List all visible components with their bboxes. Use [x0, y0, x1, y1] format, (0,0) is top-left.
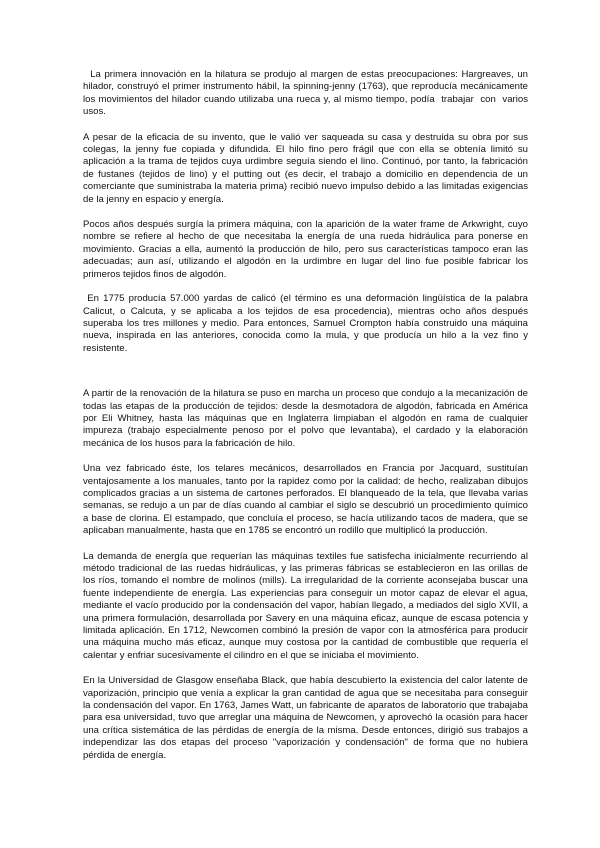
paragraph-calico-mule: En 1775 producía 57.000 yardas de calicó (el término es una deformación lingüística de la palabra Calicut, o Calcuta, y se aplicaba a los tejidos de esa procedencia), mientras ocho años después superaba los tres millones y medio. Para entonces, Samuel Crompton había construido una máquina nueva, inspirada en las anteriores, conocida como la mula, y que producía un hilo a la vez fino y resistente. — [83, 293, 531, 354]
paragraph-spinning-jenny: La primera innovación en la hilatura se produjo al margen de estas preocupaciones: Hargreaves, un hilador, construyó el primer instrumento hábil, la spinning-jenny (1763), que reproducía mecánicamente los movimientos del hilador cuando utilizaba una rueca y, al mismo tiempo, podía trabajar con varios usos. — [83, 69, 531, 118]
paragraph-water-frame: Pocos años después surgía la primera máquina, con la aparición de la water frame de Arkwright, cuyo nombre se refiere al hecho de que necesitaba la energía de una rueda hidráulica para ponerse en movimiento. Gracias a ella, aumentó la producción de hilo, pero sus características tampoco eran las adecuadas; aun así, utilizando el algodón en la urdimbre en lugar del lino fue posible fabricar los primeros tejidos finos de algodón. — [83, 219, 528, 280]
paragraph-mechanization: A partir de la renovación de la hilatura se puso en marcha un proceso que condujo a la mecanización de todas las etapas de la producción de tejidos: desde la desmotadora de algodón, fabricada en América por Eli Whitney, hasta las máquinas que en Inglaterra limpiaban el algodón en rama de cualquier impureza (trabajo especialmente penoso por el polvo que levantaba), el cardado y la elaboración mecánica de los husos para la fabricación de hilo. — [83, 388, 528, 449]
paragraph-energy: La demanda de energía que requerían las máquinas textiles fue satisfecha inicialmente recurriendo al método tradicional de las ruedas hidráulicas, y las primeras fábricas se establecieron en las orillas de los ríos, tomando el nombre de molinos (mills). La irregularidad de la corriente aconsejaba buscar una fuente independiente de energía. Las experiencias para conseguir un motor capaz de elevar el agua, mediante el vacío producido por la condensación del vapor, habían llegado, a mediados del siglo XVII, a una primera formulación, desarrollada por Savery en una máquina eficaz, aunque de escasa potencia y limitada aplicación. En 1712, Newcomen combinó la presión de vapor con la atmosférica para producir una máquina mucho más eficaz, aunque muy costosa por la cantidad de combustible que requería el calentar y enfriar sucesivamente el cilindro en el que se iniciaba el movimiento. — [83, 550, 528, 661]
paragraph-looms: Una vez fabricado éste, los telares mecánicos, desarrollados en Francia por Jacquard, sustituían ventajosamente a los manuales, tanto por la rapidez como por la calidad: de hecho, realizaban dibujos complicados gracias a un sistema de cartones perforados. El blanqueado de la tela, que llevaba varias semanas, se redujo a un par de días cuando al cambiar el siglo se descubrió un procedimiento químico a base de clorina. El estampado, que concluía el proceso, se hacía utilizando tacos de madera, que se aplicaban manualmente, hasta que en 1785 se encontró un rodillo que multiplicó la producción. — [83, 463, 528, 537]
paragraph-watt: En la Universidad de Glasgow enseñaba Black, que había descubierto la existencia del calor latente de vaporización, principio que venía a explicar la gran cantidad de agua que se necesitaba para conseguir la condensación del vapor. En 1763, James Watt, un fabricante de aparatos de laboratorio que trabajaba para esa universidad, tuvo que arreglar una máquina de Newcomen, y aprovechó la ocasión para hacer una crítica sistemática de las pérdidas de energía de la misma. Desde entonces, dirigió sus trabajos a independizar las dos etapas del proceso "vaporización y condensación" de forma que no hubiera pérdida de energía. — [83, 675, 528, 761]
paragraph-jenny-diffusion: A pesar de la eficacia de su invento, que le valió ver saqueada su casa y destruida su obra por sus colegas, la jenny fue copiada y difundida. El hilo fino pero frágil que con ella se obtenía limitó su aplicación a la trama de tejidos cuya urdimbre seguía siendo el lino. Continuó, por tanto, la fabricación de fustanes (tejidos de lino) y el putting out (es decir, el trabajo a domicilio en dependencia de un comerciante que suministraba la materia prima) recibió nuevo impulso debido a las limitadas exigencias de la jenny en espacio y energía. — [83, 131, 528, 205]
